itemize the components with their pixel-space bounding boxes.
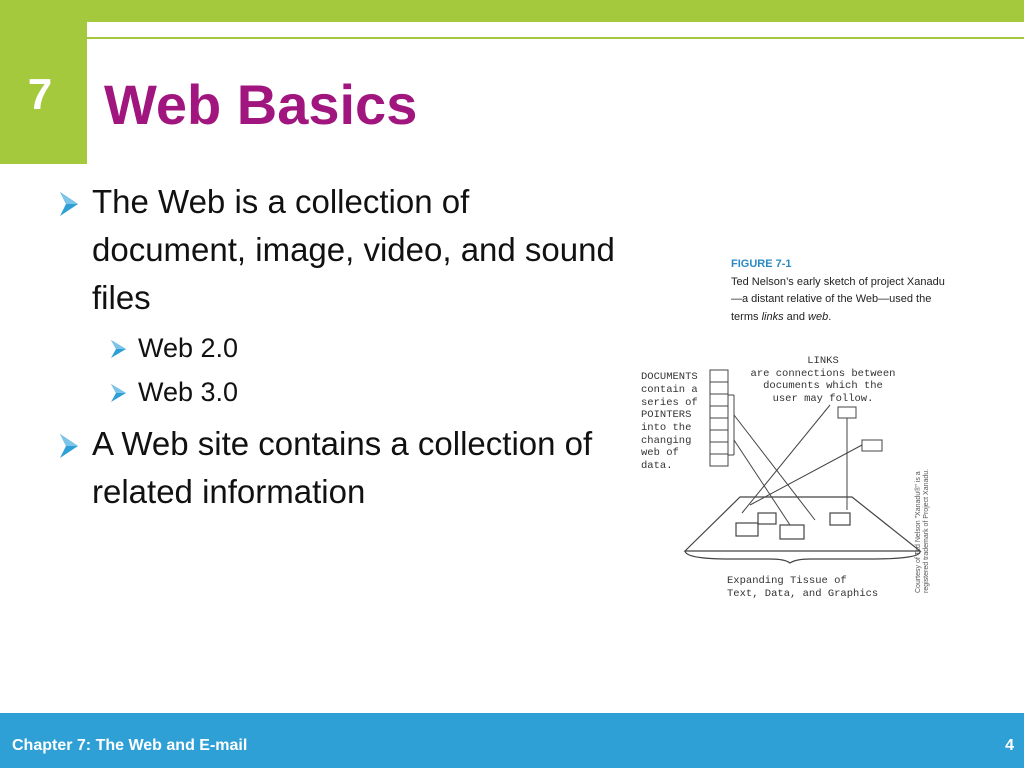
caption-text-end: . [828,310,832,323]
documents-label-line: into the [641,422,692,434]
chapter-badge [0,22,87,164]
credit-line: Courtesy of Ted Nelson "Xanadu®" is a [915,471,922,593]
top-accent-bar [0,0,1024,22]
arrow-bullet-icon [56,178,84,226]
footer-chapter-title: Chapter 7: The Web and E-mail [12,737,248,754]
links-label-line: user may follow. [772,393,874,405]
arrow-bullet-icon [108,330,130,366]
caption-term-web: web [808,310,829,323]
link-lines [734,405,882,525]
bullet-text: A Web site contains a collection of related information [92,425,593,510]
documents-label-line: POINTERS [641,409,692,421]
documents-label-line: DOCUMENTS [641,371,698,383]
documents-label-line: series of [641,397,698,409]
sub-bullet-text: Web 2.0 [138,333,239,363]
bullet-item [56,420,616,516]
slide-title: Web Basics [104,73,418,136]
caption-text-and: and [783,310,809,323]
sub-bullet-text: Web 3.0 [138,377,239,407]
chapter-number: 7 [27,70,53,119]
links-label-line: LINKS [807,355,839,367]
bullet-item [56,178,616,322]
bullet-list [56,178,616,516]
footer-bar [0,713,1024,768]
figure-credit [914,469,930,593]
arrow-bullet-icon [108,374,130,410]
caption-term-links: links [761,310,784,323]
top-accent-line [0,37,1024,39]
arrow-bullet-icon [56,420,84,468]
tissue-plane [685,497,920,563]
pointer-boxes [710,370,734,466]
documents-label-line: contain a [641,384,698,396]
xanadu-sketch [630,345,940,605]
tissue-label-line: Text, Data, and Graphics [727,588,879,600]
figure-caption [731,256,951,326]
documents-label-line: data. [641,460,673,472]
caption-text: Ted Nelson’s early sketch of project Xanadu—a distant relative of the Web—used the terms [731,275,945,323]
documents-label-line: changing [641,435,692,447]
sub-bullet-item [108,330,616,366]
tissue-label-line: Expanding Tissue of [727,575,847,587]
documents-label-line: web of [641,447,679,459]
page-number: 4 [1005,737,1014,754]
links-label-line: documents which the [763,380,883,392]
figure-label: FIGURE 7-1 [731,258,792,270]
credit-line: registered trademark of Project Xanadu. [923,468,930,593]
bullet-text: The Web is a collection of document, image, video, and sound files [92,183,615,316]
links-label-line: are connections between [750,368,896,380]
sub-bullet-item [108,374,616,410]
